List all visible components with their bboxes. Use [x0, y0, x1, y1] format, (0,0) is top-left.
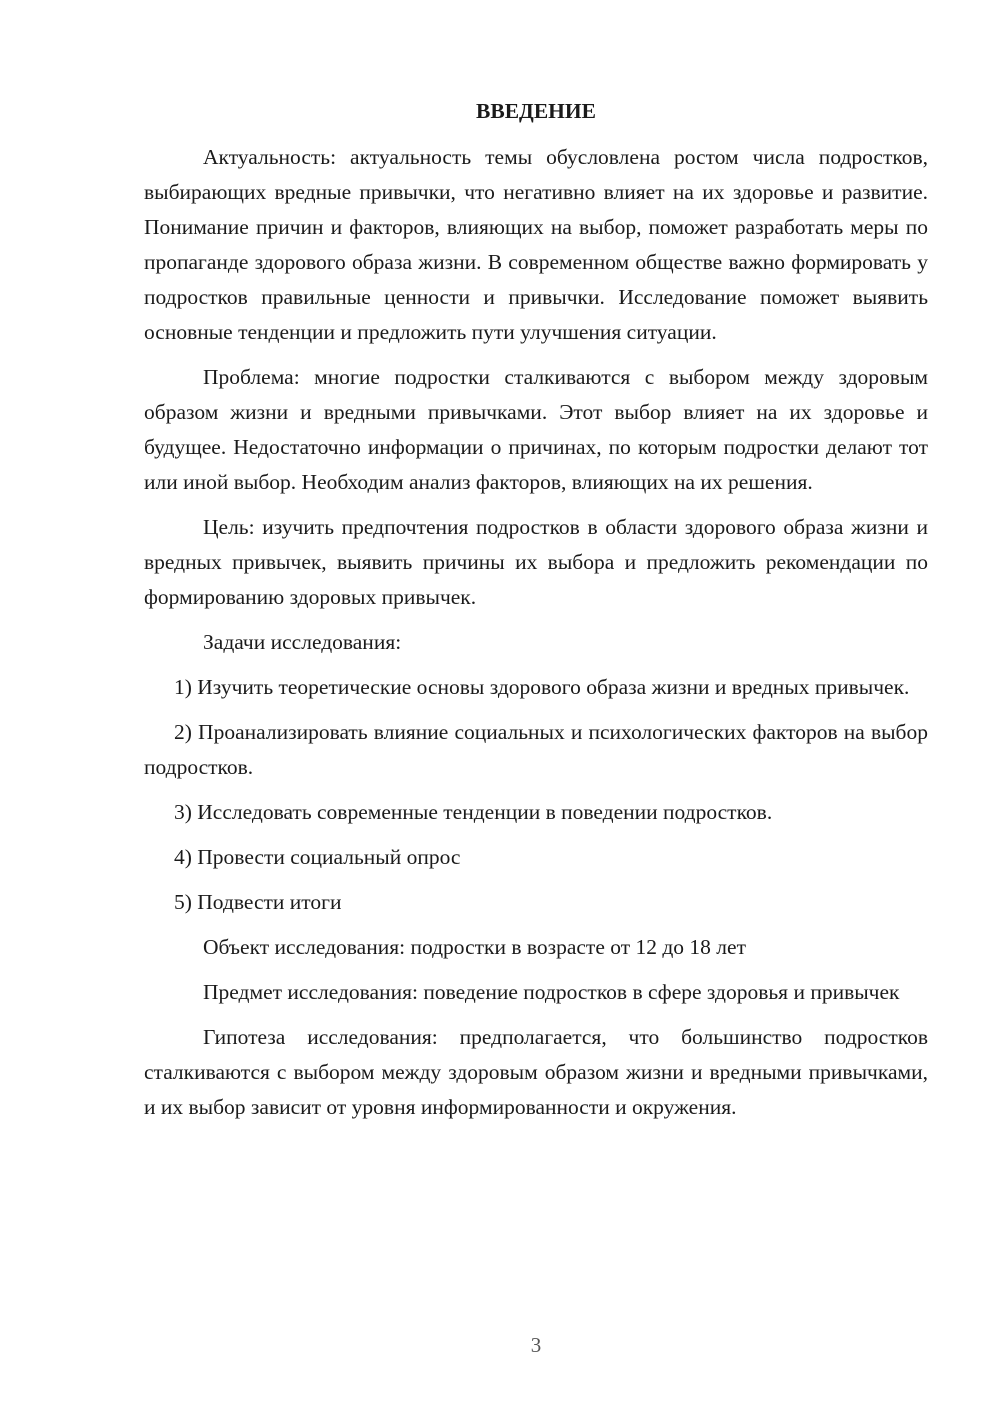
paragraph-relevance: Актуальность: актуальность темы обусловлена ростом числа подростков, выбирающих вредные привычки, что негативно влияет на их здоровье и развитие. Понимание причин и факторов, влияющих на выбор, поможет разработать меры по пропаганде здорового образа жизни. В современном обществе важно формировать у подростков правильные ценности и привычки. Исследование поможет выявить основные тенденции и предложить пути улучшения ситуации. — [144, 145, 928, 344]
paragraph-hypothesis: Гипотеза исследования: предполагается, что большинство подростков сталкиваются с выбором между здоровым образом жизни и вредными привычками, и их выбор зависит от уровня информированности и окружения. — [144, 1025, 928, 1119]
task-item: 2) Проанализировать влияние социальных и психологических факторов на выбор подростков. — [144, 720, 928, 779]
paragraph-goal: Цель: изучить предпочтения подростков в области здорового образа жизни и вредных привычек, выявить причины их выбора и предложить рекомендации по формированию здоровых привычек. — [144, 515, 928, 609]
page-number: 3 — [530, 1333, 542, 1357]
paragraph-object: Объект исследования: подростки в возрасте от 12 до 18 лет — [203, 935, 746, 959]
task-item: 5) Подвести итоги — [174, 890, 342, 914]
page-content — [144, 96, 928, 1135]
task-item: 1) Изучить теоретические основы здорового образа жизни и вредных привычек. — [174, 675, 910, 699]
paragraph-subject: Предмет исследования: поведение подростков в сфере здоровья и привычек — [203, 980, 900, 1004]
section-heading: ВВЕДЕНИЕ — [476, 99, 596, 123]
task-item: 3) Исследовать современные тенденции в поведении подростков. — [174, 800, 773, 824]
tasks-title: Задачи исследования: — [203, 630, 402, 654]
task-item: 4) Провести социальный опрос — [174, 845, 461, 869]
paragraph-problem: Проблема: многие подростки сталкиваются с выбором между здоровым образом жизни и вредными привычками. Этот выбор влияет на их здоровье и будущее. Недостаточно информации о причинах, по которым подростки делают тот или иной выбор. Необходим анализ факторов, влияющих на их решения. — [144, 365, 928, 494]
